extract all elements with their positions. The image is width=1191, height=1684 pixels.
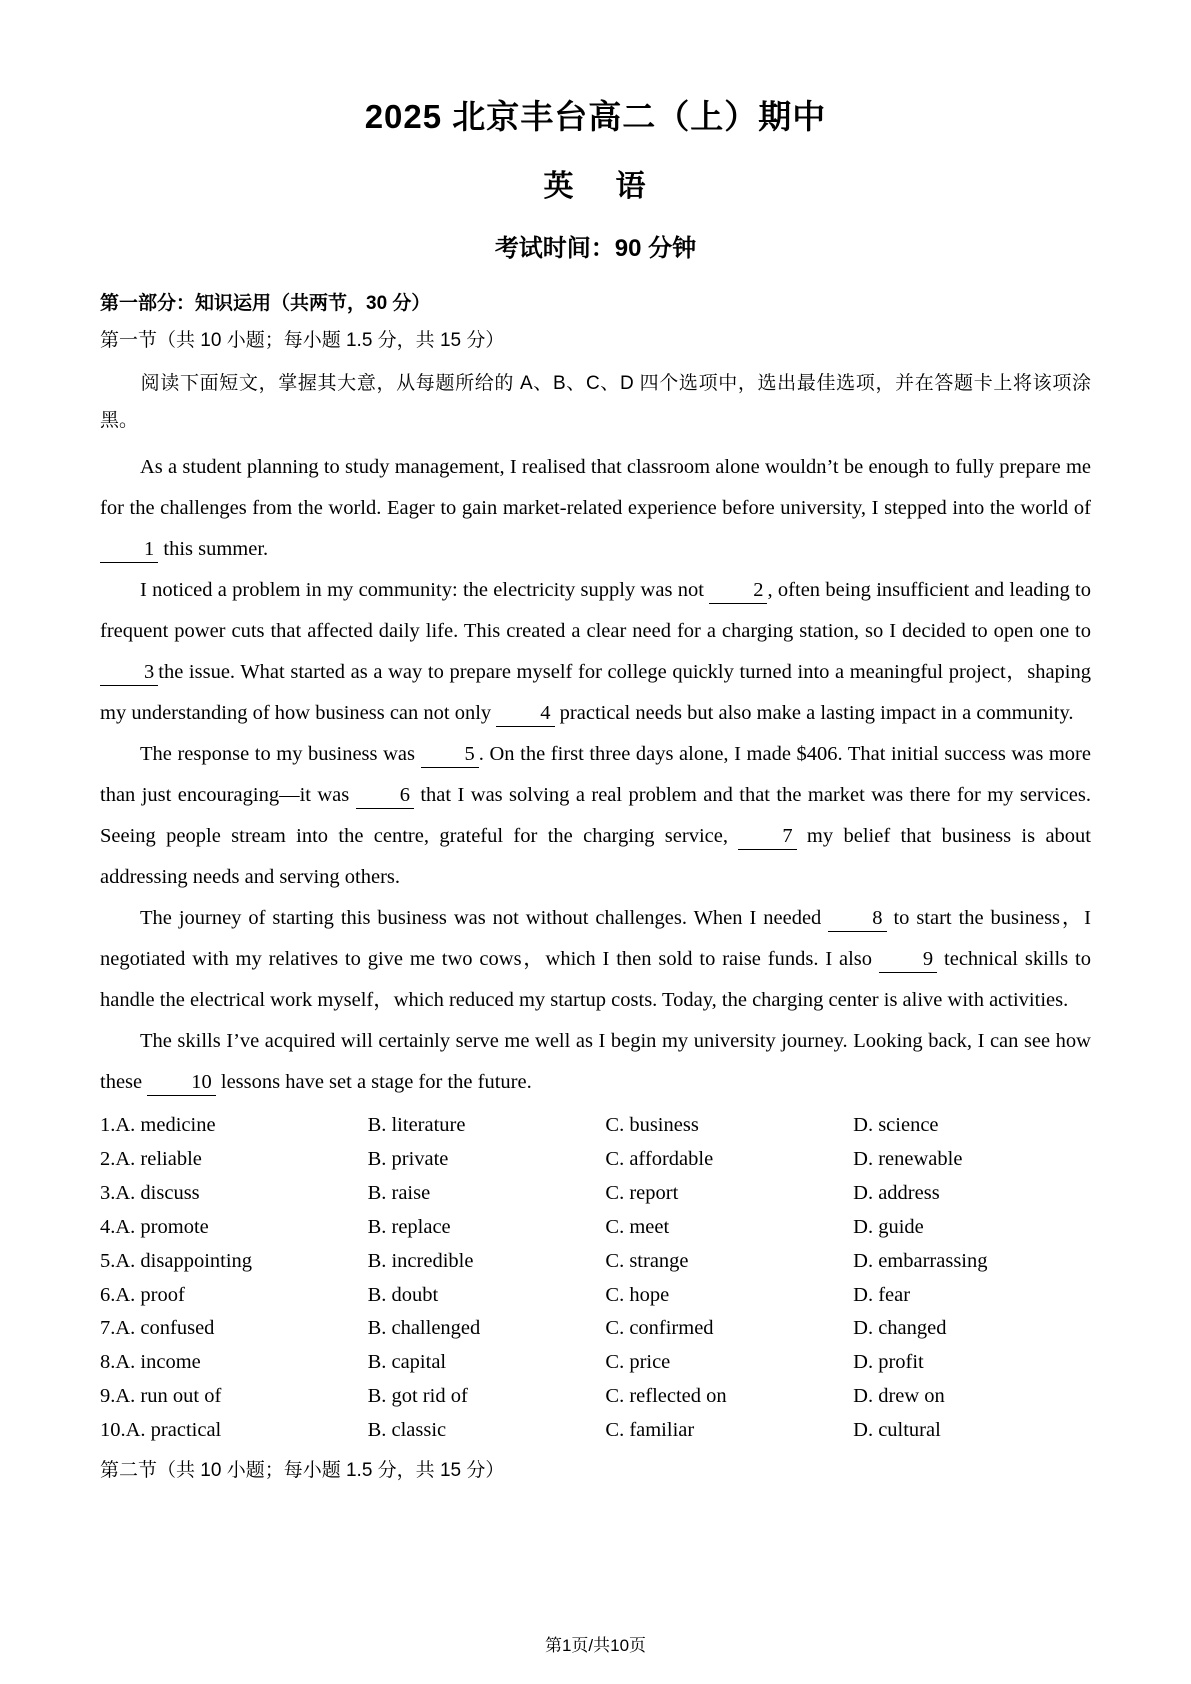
option-c[interactable]: C. familiar <box>605 1418 695 1441</box>
option-row <box>100 1312 1091 1346</box>
option-c[interactable]: C. report <box>605 1182 679 1205</box>
option-b[interactable]: B. replace <box>367 1215 451 1238</box>
option-b[interactable]: B. classic <box>367 1418 447 1441</box>
p3-text-a: The response to my business was <box>140 743 421 766</box>
option-row <box>100 1143 1091 1177</box>
blank-4[interactable]: 4 <box>496 702 554 727</box>
p2-text-a: I noticed a problem in my community: the electricity supply was not <box>140 579 710 602</box>
option-c[interactable]: C. business <box>605 1114 699 1137</box>
option-d[interactable]: D. changed <box>853 1317 947 1340</box>
p4-text-b: to start the business，I negotiated with my relatives to give me two cows，which I then sold to raise funds. I also <box>100 907 1092 971</box>
passage-paragraph-2 <box>100 570 1091 734</box>
option-d[interactable]: D. science <box>853 1114 939 1137</box>
blank-5[interactable]: 5 <box>421 743 479 768</box>
p1-text-b: this summer. <box>158 538 269 561</box>
option-row <box>100 1279 1091 1313</box>
option-row <box>100 1177 1091 1211</box>
blank-2[interactable]: 2 <box>709 579 767 604</box>
option-a-label: A. confused <box>115 1317 215 1340</box>
option-c[interactable]: C. reflected on <box>605 1384 727 1407</box>
option-b[interactable]: B. literature <box>367 1114 466 1137</box>
question-number: 4. <box>100 1215 116 1238</box>
option-c[interactable]: C. confirmed <box>605 1317 714 1340</box>
passage-paragraph-4 <box>100 898 1091 1021</box>
option-a-label: A. discuss <box>115 1182 200 1205</box>
p5-text-a: The skills I’ve acquired will certainly serve me well as I begin my university journey. Looking back, I can see how these <box>100 1030 1091 1094</box>
passage-paragraph-1 <box>100 447 1091 570</box>
part-one-heading: 第一部分：知识运用（共两节，30 分） <box>100 292 431 314</box>
p1-text-a: As a student planning to study management, I realised that classroom alone wouldn’t be enough to fully prepare me for the challenges from the world. Eager to gain market-related experience before university, I stepped into the world of <box>100 456 1091 520</box>
option-row <box>100 1380 1091 1414</box>
directions-text <box>100 365 1091 439</box>
option-c[interactable]: C. hope <box>605 1283 670 1306</box>
directions-line-2: 将该项涂黑。 <box>100 373 1091 432</box>
option-a[interactable] <box>100 1346 368 1380</box>
option-a[interactable] <box>100 1177 368 1211</box>
directions-line-1: 阅读下面短文，掌握其大意，从每题所给的 A、B、C、D 四个选项中，选出最佳选项，并在答题卡上 <box>140 373 1014 395</box>
blank-3[interactable]: 3 <box>100 661 158 686</box>
p2-text-b: , often being insufficient and leading to frequent power cuts that affected daily life. This created a clear need for a charging station, so I decided to open one to <box>100 579 1091 643</box>
option-row <box>100 1245 1091 1279</box>
option-row <box>100 1346 1091 1380</box>
question-number: 3. <box>100 1182 116 1205</box>
option-b[interactable]: B. got rid of <box>367 1384 468 1407</box>
page-footer: 第1页/共10页 <box>544 1636 647 1655</box>
p3-text-c: that I was solving a real problem and that the market was there for my services. Seeing people stream into the centre, grateful for the charging service, <box>100 784 1091 848</box>
blank-6[interactable]: 6 <box>356 784 414 809</box>
option-b[interactable]: B. incredible <box>367 1249 474 1272</box>
option-d[interactable]: D. drew on <box>853 1384 945 1407</box>
blank-7[interactable]: 7 <box>738 825 796 850</box>
section-one-heading: 第一节（共 10 小题；每小题 1.5 分，共 15 分） <box>100 329 505 351</box>
option-a[interactable] <box>100 1109 368 1143</box>
option-a-label: A. proof <box>115 1283 185 1306</box>
option-a[interactable] <box>100 1414 368 1448</box>
p4-text-a: The journey of starting this business was not without challenges. When I needed <box>140 907 829 930</box>
passage-paragraph-5 <box>100 1021 1091 1103</box>
option-b[interactable]: B. challenged <box>367 1317 481 1340</box>
question-number: 8. <box>100 1351 116 1374</box>
option-a-label: A. promote <box>115 1215 209 1238</box>
option-row <box>100 1211 1091 1245</box>
option-c[interactable]: C. price <box>605 1351 671 1374</box>
options-list <box>100 1109 1091 1447</box>
question-number: 9. <box>100 1384 116 1407</box>
option-row <box>100 1109 1091 1143</box>
option-c[interactable]: C. affordable <box>605 1148 714 1171</box>
question-number: 10. <box>100 1418 126 1441</box>
question-number: 5. <box>100 1249 116 1272</box>
option-a-label: A. practical <box>125 1418 222 1441</box>
question-number: 6. <box>100 1283 116 1306</box>
option-a[interactable] <box>100 1211 368 1245</box>
section-two-heading: 第二节（共 10 小题；每小题 1.5 分，共 15 分） <box>100 1459 505 1481</box>
option-d[interactable]: D. fear <box>853 1283 911 1306</box>
option-c[interactable]: C. meet <box>605 1215 670 1238</box>
option-c[interactable]: C. strange <box>605 1249 689 1272</box>
blank-8[interactable]: 8 <box>828 907 886 932</box>
option-b[interactable]: B. private <box>367 1148 449 1171</box>
question-number: 7. <box>100 1317 116 1340</box>
blank-10[interactable]: 10 <box>147 1071 216 1096</box>
option-row <box>100 1414 1091 1448</box>
option-a-label: A. income <box>115 1351 201 1374</box>
p2-text-d: practical needs but also make a lasting impact in a community. <box>554 702 1074 725</box>
option-d[interactable]: D. profit <box>853 1351 924 1374</box>
option-d[interactable]: D. embarrassing <box>853 1249 988 1272</box>
option-b[interactable]: B. raise <box>367 1182 431 1205</box>
question-number: 2. <box>100 1148 116 1171</box>
option-a[interactable] <box>100 1245 368 1279</box>
option-d[interactable]: D. cultural <box>853 1418 941 1441</box>
option-d[interactable]: D. renewable <box>853 1148 963 1171</box>
option-a[interactable] <box>100 1380 368 1414</box>
p4-text-c: technical skills to handle the electrical work myself，which reduced my startup costs. Today, the charging center is alive with activities. <box>100 948 1091 1012</box>
blank-1[interactable]: 1 <box>100 538 158 563</box>
question-number: 1. <box>100 1114 116 1137</box>
option-d[interactable]: D. address <box>853 1182 940 1205</box>
option-a-label: A. disappointing <box>115 1249 253 1272</box>
option-a-label: A. medicine <box>115 1114 216 1137</box>
subject-char-1: 英 <box>543 169 576 203</box>
p3-text-d: my belief that business is about addressing needs and serving others. <box>100 825 1092 889</box>
p2-text-c: the issue. What started as a way to prepare myself for college quickly turned into a meaningful project，shaping my understanding of how business can not only <box>100 661 1091 725</box>
option-b[interactable]: B. capital <box>367 1351 447 1374</box>
passage-paragraph-3 <box>100 734 1091 898</box>
option-d[interactable]: D. guide <box>853 1215 924 1238</box>
option-a[interactable] <box>100 1312 368 1346</box>
option-b[interactable]: B. doubt <box>367 1283 439 1306</box>
page-title: 2025 北京丰台高二（上）期中 <box>364 98 827 135</box>
p5-text-b: lessons have set a stage for the future. <box>215 1071 532 1094</box>
option-a[interactable] <box>100 1279 368 1313</box>
option-a[interactable] <box>100 1143 368 1177</box>
cloze-passage <box>100 447 1091 1103</box>
option-a-label: A. reliable <box>115 1148 202 1171</box>
exam-duration: 考试时间：90 分钟 <box>494 234 697 262</box>
option-a-label: A. run out of <box>115 1384 222 1407</box>
subject-char-2: 语 <box>615 169 648 203</box>
blank-9[interactable]: 9 <box>879 948 937 973</box>
p3-text-b: . On the first three days alone, I made $406. That initial success was more than just encouraging—it was <box>100 743 1091 807</box>
subject-title <box>100 164 1091 209</box>
